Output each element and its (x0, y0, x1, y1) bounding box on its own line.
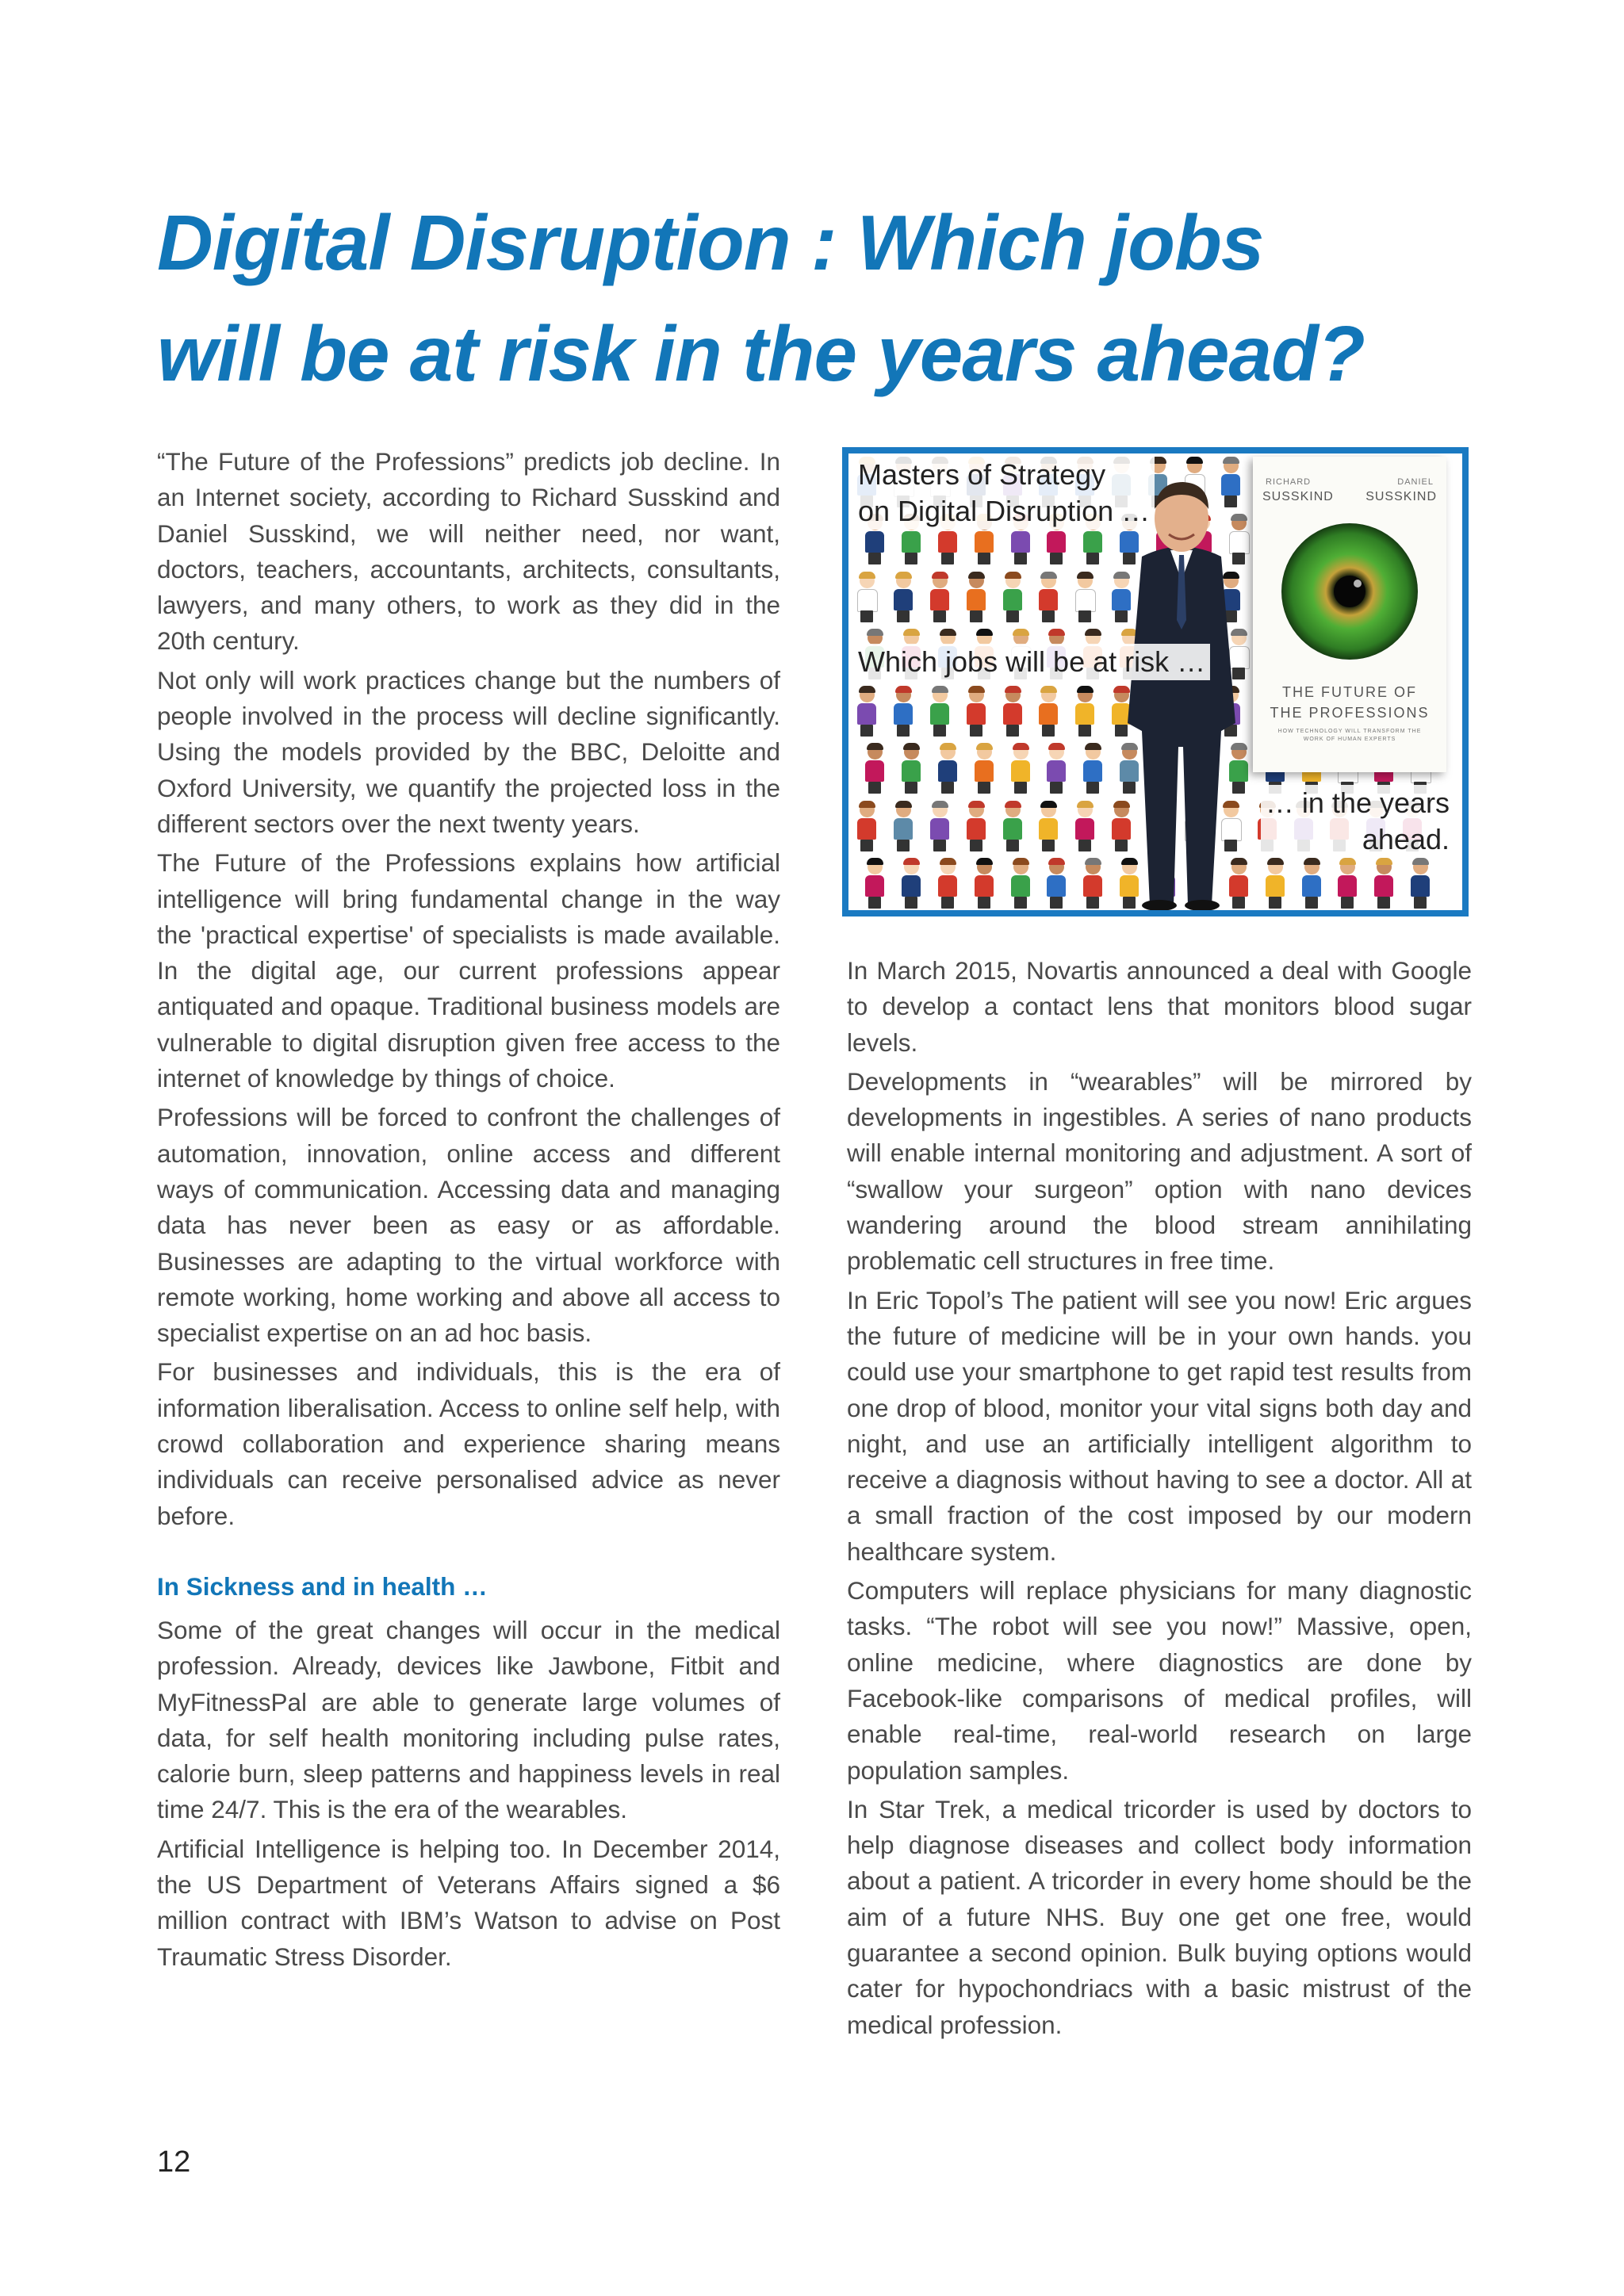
cartoon-person-icon (899, 744, 923, 795)
paragraph: Developments in “wearables” will be mirrored by developments in ingestibles. A series of nano products will enable internal monitoring and adjustment. A sort of “swallow your surgeon” option with nano devices wandering around the blood stream annihilating problematic cell structures in free time. (847, 1066, 1472, 1276)
paragraph: In Eric Topol’s The patient will see you now! Eric argues the future of medicine will be in your own hands. you could use your smartphone to get rapid test results from one drop of blood, monitor your vital signs both day and night, and use an artificially intelligent algorithm to receive a diagnosis without having to see a doctor. All at a small fraction of the cost imposed by our modern healthcare system. (847, 1285, 1472, 1566)
cartoon-person-icon (928, 687, 952, 738)
cartoon-person-icon (1263, 859, 1287, 910)
cartoon-person-icon (1001, 573, 1025, 624)
cartoon-person-icon (855, 687, 879, 738)
book-author-first-names (1266, 477, 1434, 487)
cartoon-person-icon (1009, 859, 1032, 910)
paragraph: Not only will work practices change but the numbers of people involved in the process will decline significantly. Using the models provided by the BBC, Deloitte and Oxford University, we quantify the projected loss in the different sectors over the next twenty years. (157, 665, 780, 838)
cartoon-person-icon (1001, 802, 1025, 853)
cartoon-person-icon (863, 744, 887, 795)
cartoon-person-icon (1044, 744, 1068, 795)
cartoon-person-icon (1073, 687, 1097, 738)
page-number: 12 (157, 2145, 191, 2179)
left-column (157, 444, 780, 1978)
cartoon-person-icon (1009, 744, 1032, 795)
cartoon-person-icon (928, 573, 952, 624)
right-column (847, 953, 1472, 2046)
cartoon-person-icon (936, 859, 959, 910)
cartoon-person-icon (964, 573, 988, 624)
cartoon-person-icon (1073, 802, 1097, 853)
paragraph: “The Future of the Professions” predicts job decline. In an Internet society, according to Richard Susskind and Daniel Susskind, we will neither need, nor want, doctors, teachers, accountants, architects, consultants, lawyers, and many others, to work as they did in the 20th century. (157, 447, 780, 656)
paragraph: For businesses and individuals, this is the era of information liberalisation. Access to online self help, with crowd collaboration and experience sharing means individuals can receive personalised advice as never before. (157, 1357, 780, 1530)
cartoon-person-icon (1044, 859, 1068, 910)
cartoon-person-icon (936, 744, 959, 795)
overlay-caption-line: on Digital Disruption … (858, 495, 1151, 527)
article-title-line-1: Digital Disruption : Which jobs (157, 199, 1264, 286)
cartoon-person-icon (891, 573, 915, 624)
cartoon-person-icon (1036, 573, 1060, 624)
cartoon-person-icon (1408, 859, 1432, 910)
cartoon-person-icon (972, 859, 996, 910)
book-promo-image (842, 447, 1469, 916)
book-author-last-names (1262, 490, 1437, 504)
overlay-caption-line: ahead. (1362, 823, 1450, 855)
book-cover (1253, 457, 1446, 772)
cartoon-person-icon (1081, 744, 1105, 795)
overlay-caption-years-ahead (1261, 785, 1454, 858)
paragraph: Artificial Intelligence is helping too. In December 2014, the US Department of Veterans Affairs signed a $6 million contract with IBM’s Watson to advise on Post Traumatic Stress Disorder. (157, 1834, 780, 1971)
section-subheading: In Sickness and in health … (157, 1571, 488, 1601)
cartoon-person-icon (863, 859, 887, 910)
article-title (157, 187, 1521, 409)
book-author-last-name: SUSSKIND (1365, 490, 1437, 503)
cartoon-person-icon (855, 802, 879, 853)
paragraph: In Star Trek, a medical tricorder is used by doctors to help diagnose diseases and collect body information about a patient. A tricorder in every home should be the aim of a future NHS. Buy one get one free, would guarantee a second opinion. Bulk buying options would cater for hypochondriacs with a basic mistrust of the medical profession. (847, 1794, 1472, 2039)
overlay-caption-masters (853, 457, 1155, 530)
cartoon-person-icon (1073, 573, 1097, 624)
book-author-last-name: SUSSKIND (1262, 490, 1334, 503)
book-subtitle: HOW TECHNOLOGY WILL TRANSFORM THE WORK OF HUMAN EXPERTS (1277, 729, 1422, 742)
overlay-caption-line: … in the years (1265, 786, 1450, 819)
cartoon-person-icon (891, 802, 915, 853)
paragraph: The Future of the Professions explains how artificial intelligence will bring fundamental change in the way the 'practical expertise' of specialists is made available. In the digital age, our current professions appear antiquated and opaque. Traditional business models are vulnerable to digital disruption given free access to the internet of knowledge by things of choice. (157, 848, 780, 1093)
paragraph: Professions will be forced to confront the challenges of automation, innovation, online access and different ways of communication. Accessing data and managing data has never been as easy or as affordable. Businesses are adapting to the virtual workforce with remote working, home working and above all access to specialist expertise on an ad hoc basis. (157, 1103, 780, 1348)
cartoon-person-icon (1081, 859, 1105, 910)
cartoon-person-icon (899, 859, 923, 910)
paragraph: Some of the great changes will occur in the medical profession. Already, devices like Jawbone, Fitbit and MyFitnessPal are able to generate large volumes of data, for self health monitoring including pulse rates, calorie burn, sleep patterns and happiness levels in real time 24/7. This is the era of the wearables. (157, 1615, 780, 1824)
eye-icon (1278, 520, 1421, 663)
book-title-line-2: THE PROFESSIONS (1270, 705, 1430, 721)
overlay-caption-line: Masters of Strategy (858, 458, 1106, 491)
article-title-line-2: will be at risk in the years ahead? (157, 310, 1365, 397)
cartoon-person-icon (1036, 687, 1060, 738)
cartoon-person-icon (964, 802, 988, 853)
cartoon-person-icon (1372, 859, 1396, 910)
cartoon-person-icon (928, 802, 952, 853)
paragraph: In March 2015, Novartis announced a deal with Google to develop a contact lens that monitors blood sugar levels. (847, 956, 1472, 1057)
cartoon-person-icon (855, 573, 879, 624)
book-title (1261, 682, 1438, 723)
cartoon-person-icon (891, 687, 915, 738)
book-title-line-1: THE FUTURE OF (1282, 684, 1417, 700)
cartoon-person-icon (1335, 859, 1359, 910)
book-author-first-name: RICHARD (1266, 477, 1312, 487)
cartoon-person-icon (1300, 859, 1323, 910)
book-author-first-name: DANIEL (1397, 477, 1434, 487)
cartoon-person-icon (972, 744, 996, 795)
cartoon-person-icon (964, 687, 988, 738)
cartoon-person-icon (1001, 687, 1025, 738)
paragraph: Computers will replace physicians for many diagnostic tasks. “The robot will see you now!” Massive, open, online medicine, where diagnostics are done by Facebook-like comparisons of medical profiles, will enable real-time, real-world research on large population samples. (847, 1576, 1472, 1785)
cartoon-person-icon (1036, 802, 1060, 853)
overlay-caption-which-jobs: Which jobs will be at risk … (853, 644, 1210, 680)
